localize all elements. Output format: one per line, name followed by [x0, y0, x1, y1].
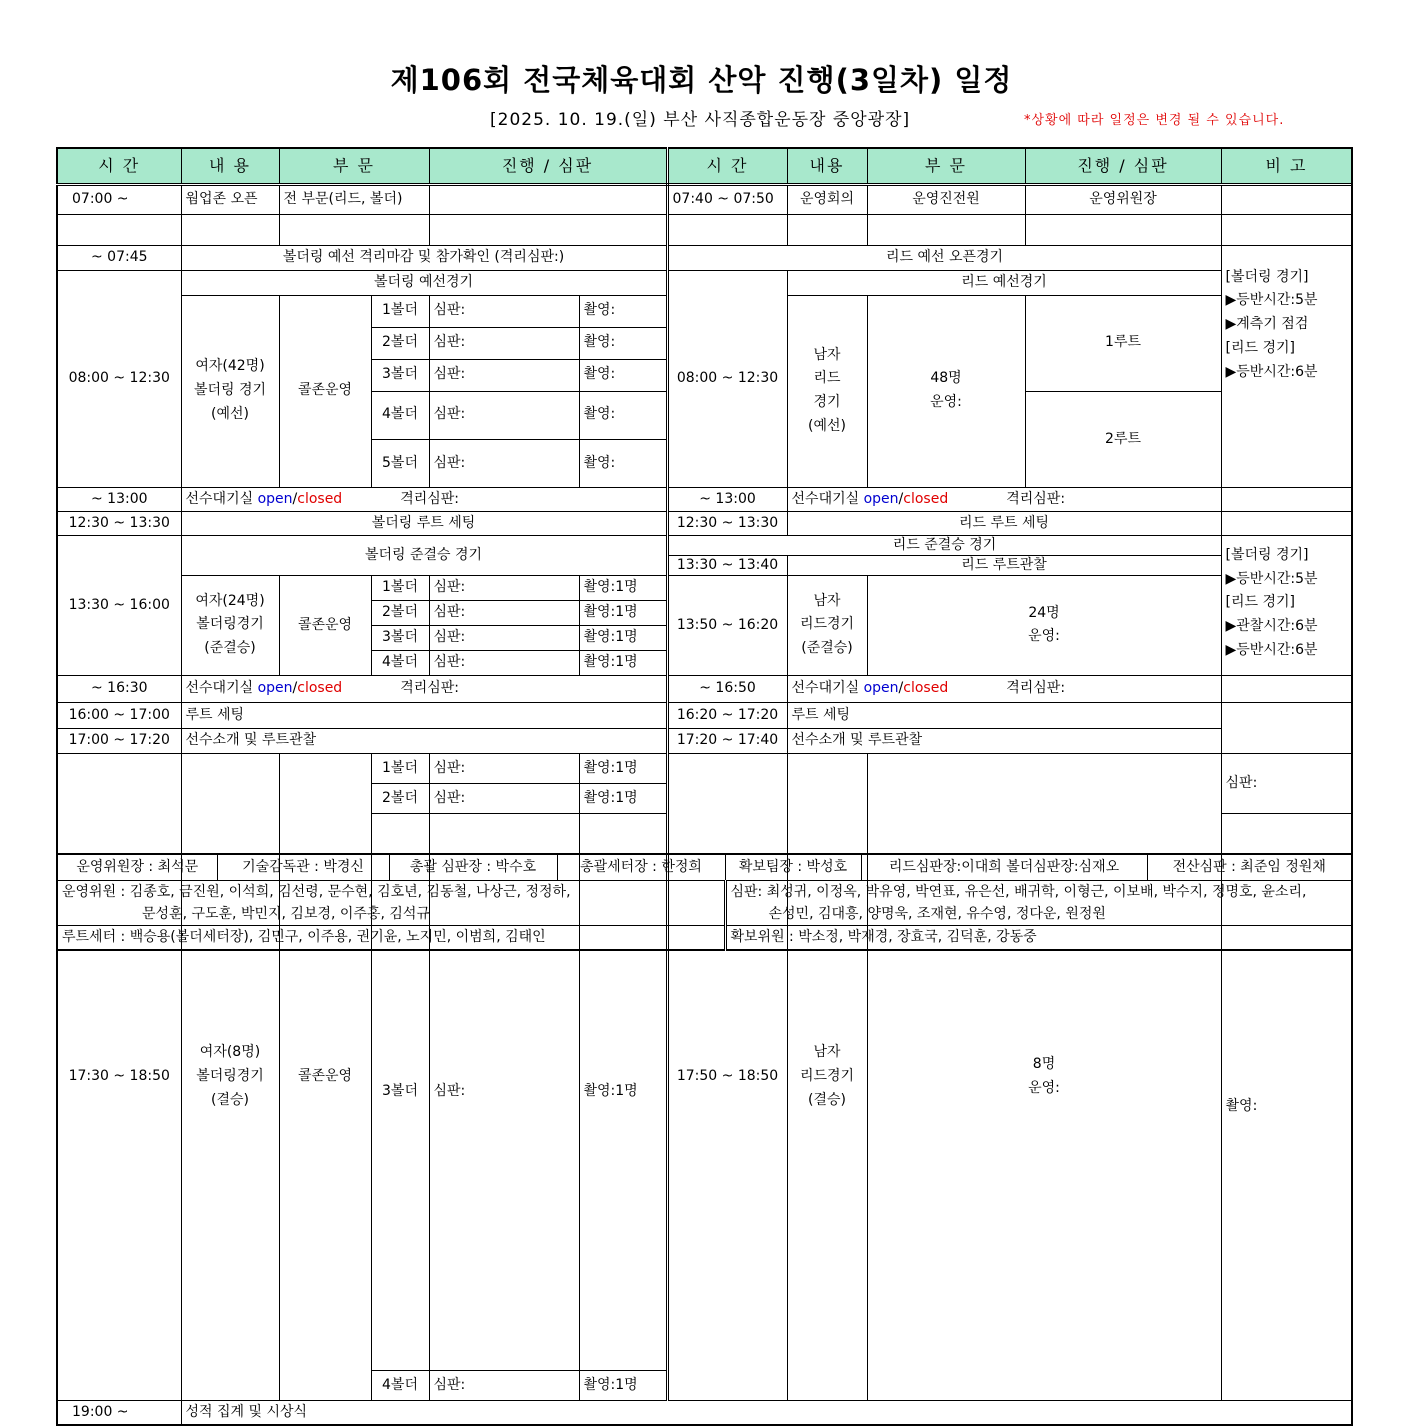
count-cell: 8명 운영: — [867, 753, 1221, 1401]
camera-slot: 촬영:1명 — [579, 1371, 667, 1401]
group-cell: 남자 리드 경기 (예선) — [787, 295, 867, 487]
staff-belay: 확보위원 : 박소정, 박재경, 장효국, 김덕훈, 강동중 — [725, 926, 1352, 950]
staff-chief-judge: 총괄 심판장 : 박수호 — [389, 854, 557, 880]
time-cell: ~ 13:00 — [667, 487, 787, 511]
camera-slot: 촬영: — [579, 295, 667, 327]
boulder-setting-cell: 볼더링 루트 세팅 — [181, 511, 667, 535]
judge-slot: 심판: — [429, 439, 579, 487]
judge-slot: 심판: — [429, 1371, 579, 1401]
intro-cell: 선수소개 및 루트관찰 — [787, 728, 1221, 753]
staff-setters: 루트세터 : 백승용(볼더세터장), 김민구, 이주용, 권기윤, 노지민, 이범희, 김태인 — [57, 926, 725, 950]
problem-cell: 2볼더 — [371, 600, 429, 625]
division-cell: 운영진전원 — [867, 184, 1025, 214]
group-cell: 남자 리드경기 (준결승) — [787, 575, 867, 675]
route-cell: 2루트 — [1025, 391, 1221, 487]
staff-it-judge: 전산심판 : 최준임 정원채 — [1147, 854, 1352, 880]
problem-cell: 2볼더 — [371, 783, 429, 813]
problem-cell: 3볼더 — [371, 813, 429, 1371]
boulder-isolation-cell: 볼더링 예선 격리마감 및 참가확인 (격리심판:) — [181, 245, 667, 270]
ceremony-cell: 성적 집계 및 시상식 — [181, 1401, 1352, 1425]
problem-cell: 3볼더 — [371, 625, 429, 650]
time-cell: ~ 16:30 — [57, 675, 181, 702]
problem-cell: 1볼더 — [371, 295, 429, 327]
judge-slot: 심판: — [429, 753, 579, 783]
judges-line2: 손성민, 김대흥, 양명욱, 조재현, 유수영, 정다운, 원정원 — [768, 905, 1106, 922]
camera-cell: 촬영: — [1221, 813, 1352, 1401]
header-remarks: 비 고 — [1221, 148, 1352, 184]
staff-tech-director: 기술감독관 : 박경신 — [217, 854, 389, 880]
waiting-room-cell — [181, 675, 667, 702]
route-setting-cell: 루트 세팅 — [787, 702, 1221, 728]
problem-cell: 4볼더 — [371, 650, 429, 675]
status-separator: / — [898, 680, 904, 697]
remarks-cell — [1221, 675, 1352, 702]
staff-judges — [725, 880, 1352, 926]
intro-cell: 선수소개 및 루트관찰 — [181, 728, 667, 753]
status-separator: / — [292, 680, 298, 697]
header-judge: 진행 / 심판 — [429, 148, 667, 184]
table-row — [57, 487, 1352, 511]
problem-cell: 1볼더 — [371, 575, 429, 600]
table-row — [57, 1401, 1352, 1425]
count-cell: 24명 운영: — [867, 575, 1221, 675]
isolation-judge-label: 격리심판: — [1006, 490, 1066, 507]
isolation-judge-label: 격리심판: — [1006, 680, 1066, 697]
event-date-venue: [2025. 10. 19.(일) 부산 사직종합운동장 중앙광장] — [490, 110, 911, 130]
judge-slot: 심판: — [429, 295, 579, 327]
table-row — [57, 675, 1352, 702]
time-cell: 13:30 ~ 16:00 — [57, 535, 181, 675]
header-content: 내 용 — [181, 148, 279, 184]
time-cell: 12:30 ~ 13:30 — [667, 511, 787, 535]
remarks-semifinal: [볼더링 경기] ▶등반시간:5분 [리드 경기] ▶관찰시간:6분 ▶등반시간:6분 — [1221, 535, 1352, 675]
table-row — [57, 270, 1352, 295]
time-cell: ~ 07:45 — [57, 245, 181, 270]
remarks-cell — [1221, 487, 1352, 511]
header-content2: 내용 — [787, 148, 867, 184]
camera-slot: 촬영: — [579, 391, 667, 439]
problem-cell: 3볼더 — [371, 359, 429, 391]
group-cell: 여자(24명) 볼더링경기 (준결승) — [181, 575, 279, 675]
waiting-room-label: 선수대기실 — [791, 490, 860, 507]
staff-committee — [57, 880, 725, 926]
staff-table — [56, 853, 1353, 951]
table-row — [57, 245, 1352, 270]
judge-slot: 심판: — [429, 650, 579, 675]
problem-cell: 5볼더 — [371, 439, 429, 487]
waiting-room-cell — [787, 487, 1221, 511]
time-cell: 16:00 ~ 17:00 — [57, 702, 181, 728]
header-time2: 시 간 — [667, 148, 787, 184]
camera-slot: 촬영: — [579, 327, 667, 359]
op-cell: 콜존운영 — [279, 753, 371, 1401]
table-row — [57, 511, 1352, 535]
time-cell: 12:30 ~ 13:30 — [57, 511, 181, 535]
camera-slot: 촬영:1명 — [579, 650, 667, 675]
remarks-cell — [1221, 511, 1352, 535]
camera-slot: 촬영: — [579, 359, 667, 391]
time-cell: 17:50 ~ 18:50 — [667, 753, 787, 1401]
camera-slot: 촬영:1명 — [579, 753, 667, 783]
page-title: 제106회 전국체육대회 산악 진행(3일차) 일정 — [390, 63, 1013, 97]
table-row — [57, 184, 1352, 214]
isolation-judge-label: 격리심판: — [400, 490, 460, 507]
count-cell: 48명 운영: — [867, 295, 1025, 487]
table-row — [57, 575, 1352, 600]
lead-semi-title: 리드 준결승 경기 — [667, 535, 1221, 555]
change-notice: *상황에 따라 일정은 변경 될 수 있습니다. — [1024, 113, 1285, 128]
remarks-qualification: [볼더링 경기] ▶등반시간:5분 ▶계측기 점검 [리드 경기] ▶등반시간:6분 — [1221, 245, 1352, 487]
waiting-room-label: 선수대기실 — [791, 680, 860, 697]
waiting-room-cell — [787, 675, 1221, 702]
judge-cell: 심판: — [1221, 753, 1352, 813]
header-division2: 부 문 — [867, 148, 1025, 184]
table-row — [57, 214, 1352, 245]
camera-slot: 촬영:1명 — [579, 625, 667, 650]
boulder-qual-title: 볼더링 예선경기 — [181, 270, 667, 295]
camera-slot: 촬영: — [579, 439, 667, 487]
waiting-room-label: 선수대기실 — [185, 490, 254, 507]
closed-status: closed — [903, 490, 949, 507]
time-cell: 17:30 ~ 18:50 — [57, 753, 181, 1401]
open-status: open — [863, 490, 899, 507]
lead-open-cell: 리드 예선 오픈경기 — [667, 245, 1221, 270]
camera-slot: 촬영:1명 — [579, 600, 667, 625]
op-cell: 콜존운영 — [279, 575, 371, 675]
staff-belay-lead: 확보팀장 : 박성호 — [725, 854, 861, 880]
judge-cell: 운영위원장 — [1025, 184, 1221, 214]
boulder-semi-title: 볼더링 준결승 경기 — [181, 535, 667, 575]
staff-chair: 운영위원장 : 최석문 — [57, 854, 217, 880]
route-setting-cell: 루트 세팅 — [181, 702, 667, 728]
problem-cell: 1볼더 — [371, 753, 429, 783]
time-cell: 16:20 ~ 17:20 — [667, 702, 787, 728]
staff-row — [57, 880, 1352, 926]
committee-line1: 운영위원 : 김종호, 금진원, 이석희, 김선령, 문수현, 김호년, 김동철, 나상근, 정정하, — [62, 883, 571, 900]
op-cell: 콜존운영 — [279, 295, 371, 487]
judge-slot: 심판: — [429, 575, 579, 600]
open-status: open — [863, 680, 899, 697]
time-cell: ~ 13:00 — [57, 487, 181, 511]
judge-slot: 심판: — [429, 625, 579, 650]
group-cell: 남자 리드경기 (결승) — [787, 753, 867, 1401]
judge-slot: 심판: — [429, 600, 579, 625]
table-row — [57, 702, 1352, 728]
header-judge2: 진행 / 심판 — [1025, 148, 1221, 184]
camera-slot: 촬영:1명 — [579, 813, 667, 1371]
judge-slot: 심판: — [429, 813, 579, 1371]
staff-row — [57, 854, 1352, 880]
time-cell: 08:00 ~ 12:30 — [57, 270, 181, 487]
camera-slot: 촬영:1명 — [579, 783, 667, 813]
group-cell: 여자(8명) 볼더링경기 (결승) — [181, 753, 279, 1401]
time-cell: 13:50 ~ 16:20 — [667, 575, 787, 675]
remarks-cell — [1221, 702, 1352, 753]
problem-cell: 4볼더 — [371, 391, 429, 439]
staff-chief-setter: 총괄세터장 : 한정희 — [557, 854, 725, 880]
table-row — [57, 753, 1352, 783]
waiting-room-label: 선수대기실 — [185, 680, 254, 697]
judge-slot: 심판: — [429, 391, 579, 439]
staff-discipline-judges: 리드심판장:이대희 볼더심판장:심재오 — [861, 854, 1147, 880]
schedule-table — [56, 147, 1353, 1426]
waiting-room-cell — [181, 487, 667, 511]
judge-slot: 심판: — [429, 359, 579, 391]
division-cell: 전 부문(리드, 볼더) — [279, 184, 429, 214]
time-cell: ~ 16:50 — [667, 675, 787, 702]
problem-cell: 2볼더 — [371, 327, 429, 359]
camera-slot: 촬영:1명 — [579, 575, 667, 600]
remarks-cell — [1221, 184, 1352, 214]
judge-cell — [429, 184, 667, 214]
time-cell: 17:20 ~ 17:40 — [667, 728, 787, 753]
staff-row — [57, 926, 1352, 950]
closed-status: closed — [297, 490, 343, 507]
judges-line1: 심판: 최성귀, 이정옥, 박유영, 박연표, 유은선, 배귀학, 이형근, 이보배, 박수지, 정명호, 윤소리, — [730, 883, 1307, 900]
header-division: 부 문 — [279, 148, 429, 184]
status-separator: / — [292, 490, 298, 507]
judge-slot: 심판: — [429, 783, 579, 813]
time-cell: 13:30 ~ 13:40 — [667, 555, 787, 575]
group-cell: 여자(42명) 볼더링 경기 (예선) — [181, 295, 279, 487]
time-cell: 07:00 ~ — [57, 184, 181, 214]
content-cell: 운영회의 — [787, 184, 867, 214]
time-cell: 08:00 ~ 12:30 — [667, 270, 787, 487]
status-separator: / — [898, 490, 904, 507]
isolation-judge-label: 격리심판: — [400, 680, 460, 697]
time-cell: 17:00 ~ 17:20 — [57, 728, 181, 753]
open-status: open — [257, 490, 293, 507]
judge-slot: 심판: — [429, 327, 579, 359]
table-row — [57, 535, 1352, 555]
header-time: 시 간 — [57, 148, 181, 184]
lead-observation-cell: 리드 루트관찰 — [787, 555, 1221, 575]
closed-status: closed — [297, 680, 343, 697]
problem-cell: 4볼더 — [371, 1371, 429, 1401]
lead-qual-title: 리드 예선경기 — [787, 270, 1221, 295]
table-row — [57, 728, 1352, 753]
closed-status: closed — [903, 680, 949, 697]
lead-setting-cell: 리드 루트 세팅 — [787, 511, 1221, 535]
time-cell: 07:40 ~ 07:50 — [667, 184, 787, 214]
open-status: open — [257, 680, 293, 697]
content-cell: 웜업존 오픈 — [181, 184, 279, 214]
time-cell: 19:00 ~ — [57, 1401, 181, 1425]
route-cell: 1루트 — [1025, 295, 1221, 391]
committee-line2: 문성훈, 구도훈, 박민지, 김보경, 이주홍, 김석규 — [142, 905, 430, 922]
header-row — [57, 148, 1352, 184]
